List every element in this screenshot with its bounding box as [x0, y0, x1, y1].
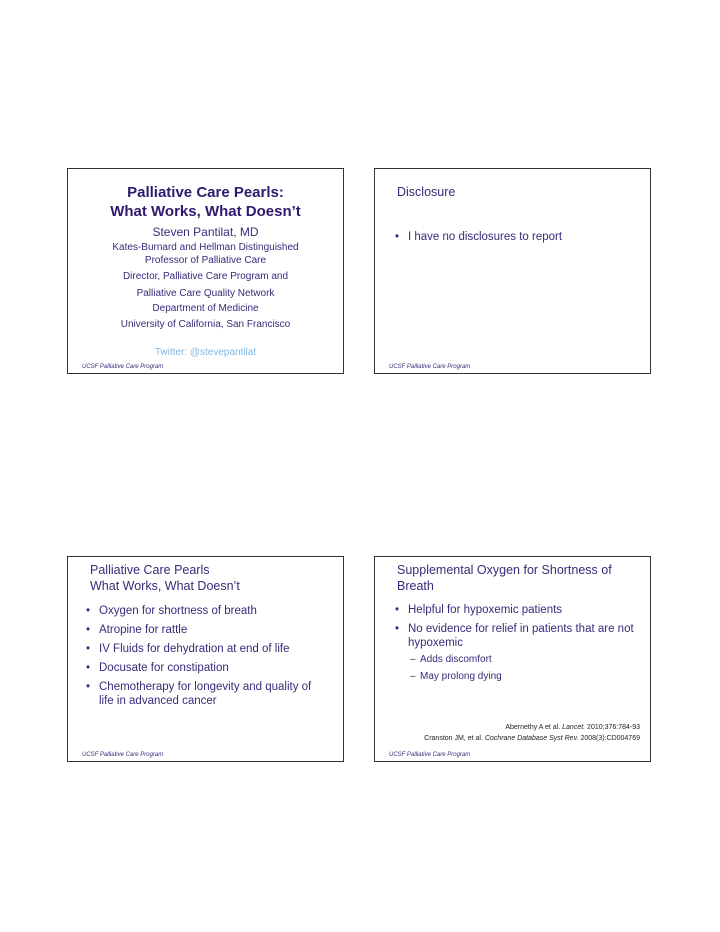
- list-item: • IV Fluids for dehydration at end of life: [86, 643, 290, 655]
- slide-footer: UCSF Palliative Care Program: [82, 364, 164, 370]
- sub-bullet-list: [410, 653, 645, 683]
- list-item: • Chemotherapy for longevity and quality of life in advanced cancer: [86, 681, 312, 707]
- sub-list-item: – May prolong dying: [410, 671, 502, 682]
- affiliation-line: Professor of Palliative Care: [144, 255, 267, 266]
- bullet-icon: •: [86, 624, 91, 636]
- bullet-list: [395, 230, 640, 249]
- dash-icon: –: [410, 671, 416, 682]
- slide-title-line1: Palliative Care Pearls:: [127, 184, 284, 201]
- slide-title: Disclosure: [397, 185, 456, 199]
- list-item: • Helpful for hypoxemic patients: [395, 604, 563, 616]
- slide-disclosure: [374, 168, 651, 374]
- bullet-icon: •: [86, 681, 91, 693]
- bullet-icon: •: [395, 231, 400, 243]
- slide-oxygen: [374, 556, 651, 762]
- affiliation-line: University of California, San Francisco: [120, 319, 291, 330]
- bullet-list: [86, 604, 326, 713]
- list-item: • No evidence for relief in patients that are not hypoxemic – Adds discomfort – May prolong dying: [395, 622, 645, 683]
- slide-footer: UCSF Palliative Care Program: [389, 752, 471, 758]
- author-name: Steven Pantilat, MD: [152, 225, 259, 239]
- affiliation-line: Department of Medicine: [152, 303, 259, 314]
- list-item: • I have no disclosures to report: [395, 231, 563, 243]
- bullet-icon: •: [86, 643, 91, 655]
- slide-title-line2: What Works, What Doesn’t: [110, 203, 301, 220]
- bullet-icon: •: [395, 604, 400, 616]
- list-item: • Atropine for rattle: [86, 624, 188, 636]
- bullet-list: [395, 603, 645, 688]
- bullet-icon: •: [86, 662, 91, 674]
- twitter-handle[interactable]: Twitter: @stevepantilat: [154, 347, 257, 358]
- slide-title-line1: Supplemental Oxygen for Shortness of: [397, 563, 612, 577]
- list-item: • Oxygen for shortness of breath: [86, 605, 257, 617]
- slide-pearls-overview: [67, 556, 344, 762]
- slide-title-line2: Breath: [397, 579, 434, 593]
- affiliation-line: Palliative Care Quality Network: [136, 288, 275, 299]
- dash-icon: –: [410, 654, 416, 665]
- reference-citation: Cranston JM, et al. Cochrane Database Syst Rev. 2008(3):CD004769: [424, 735, 640, 742]
- list-item: • Docusate for constipation: [86, 662, 229, 674]
- bullet-icon: •: [86, 605, 91, 617]
- bullet-icon: •: [395, 623, 400, 635]
- affiliation-line: Director, Palliative Care Program and: [122, 271, 289, 282]
- slide-title-line1: Palliative Care Pearls: [90, 563, 210, 577]
- reference-citation: Abernethy A et al. Lancet. 2010;376:784-93: [505, 724, 640, 731]
- slide-title-line2: What Works, What Doesn’t: [90, 579, 240, 593]
- slide-title: [67, 168, 344, 374]
- affiliation-line: Kates-Burnard and Hellman Distinguished: [112, 242, 299, 253]
- slide-footer: UCSF Palliative Care Program: [82, 752, 164, 758]
- slide-footer: UCSF Palliative Care Program: [389, 364, 471, 370]
- sub-list-item: – Adds discomfort: [410, 654, 492, 665]
